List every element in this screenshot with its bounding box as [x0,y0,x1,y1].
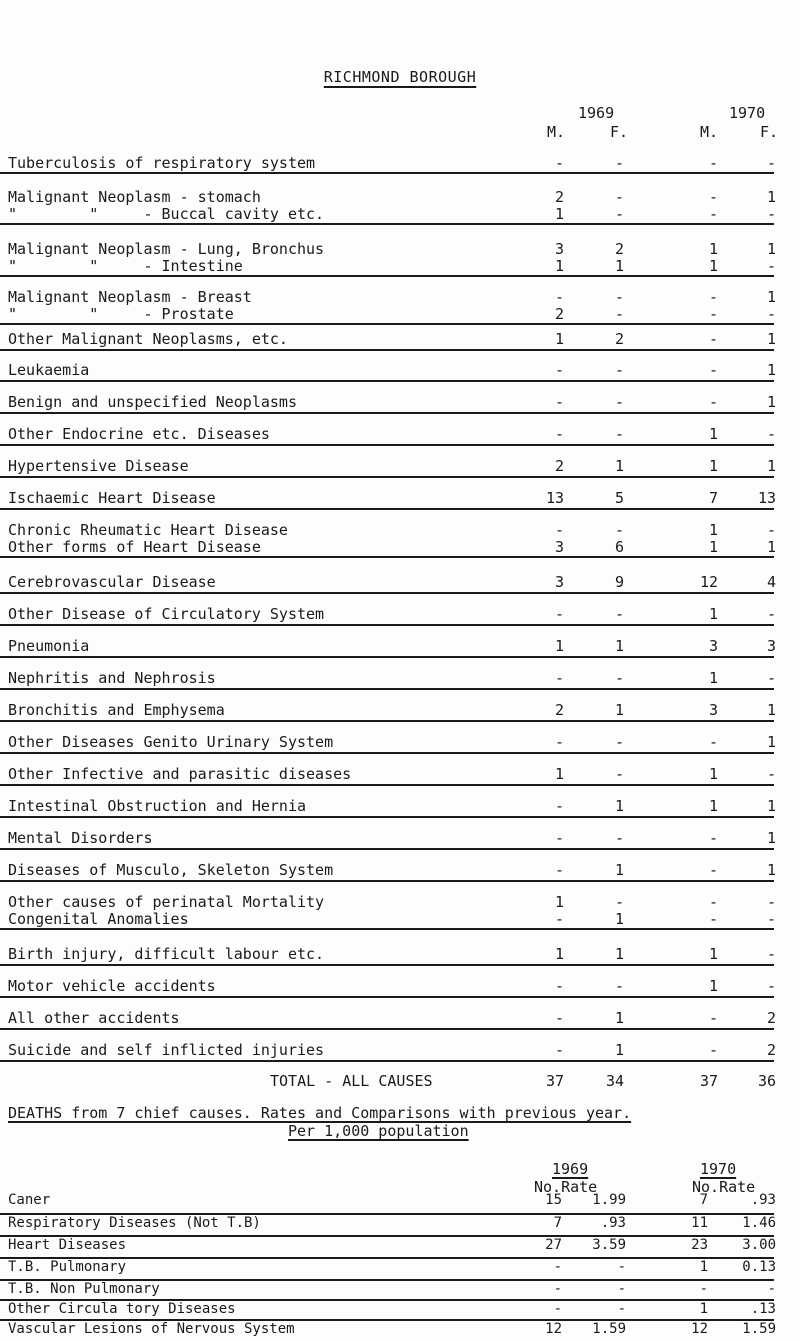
count-cell: - [554,288,564,306]
count-cell: 1 [614,1009,624,1027]
cause-label: Congenital Anomalies [8,910,189,928]
cause-label: Other Endocrine etc. Diseases [8,425,270,443]
count-cell: - [766,977,776,995]
sex-header-m-1969: M. [547,123,566,141]
cause-label: Pneumonia [8,637,90,655]
year-header-1969: 1969 [578,104,615,122]
rate-cell: 1.59 [592,1321,626,1337]
count-cell: - [766,154,776,172]
count-cell: - [554,797,564,815]
row-divider [0,996,774,998]
rate-cell: 15 [545,1192,562,1208]
count-cell: - [708,393,718,411]
count-cell: - [708,305,718,323]
cause-label: Hypertensive Disease [8,457,189,475]
rate-cell: 7 [553,1215,562,1231]
cause-label: Malignant Neoplasm - stomach [8,188,261,206]
count-cell: 1 [554,945,564,963]
count-cell: 1 [614,257,624,275]
count-cell: - [554,861,564,879]
row-divider [0,1279,774,1281]
cause-label: Cerebrovascular Disease [8,573,216,591]
count-cell: - [614,288,624,306]
count-cell: 1 [554,637,564,655]
count-cell: 1 [554,765,564,783]
count-cell: - [554,733,564,751]
table-row [0,910,800,930]
count-cell: - [554,393,564,411]
count-cell: - [554,1041,564,1059]
cause-label: Motor vehicle accidents [8,977,216,995]
rate-label: Vascular Lesions of Nervous System [8,1321,295,1337]
col-header-no-rate-1969: No.Rate [534,1178,598,1196]
count-cell: 2 [614,330,624,348]
count-cell: 1 [708,605,718,623]
count-cell: 1 [766,330,776,348]
count-cell: - [708,288,718,306]
year-header-1970: 1970 [729,104,766,122]
count-cell: - [614,305,624,323]
count-cell: - [766,945,776,963]
count-cell: - [766,765,776,783]
year-header-1970-rates: 1970 [700,1160,737,1178]
count-cell: 1 [708,257,718,275]
count-cell: 7 [708,489,718,507]
count-cell: 1 [708,240,718,258]
cause-label: Ischaemic Heart Disease [8,489,216,507]
row-divider [0,1213,774,1215]
table-row [0,205,800,225]
cause-label: Chronic Rheumatic Heart Disease [8,521,288,539]
count-cell: - [708,361,718,379]
cause-label: Other forms of Heart Disease [8,538,261,556]
table-row [0,733,800,753]
count-cell: 3 [708,637,718,655]
count-cell: - [766,521,776,539]
row-divider [0,1299,774,1301]
table-row [0,489,800,509]
rate-cell: 3.00 [742,1237,776,1253]
table-row [0,669,800,689]
count-cell: 1 [708,669,718,687]
rate-cell: - [699,1281,708,1297]
table-row [0,393,800,413]
row-divider [0,444,774,446]
count-cell: 3 [554,240,564,258]
count-cell: 1 [554,205,564,223]
rate-row [0,1215,800,1235]
count-cell: 1 [766,288,776,306]
count-cell: 2 [766,1009,776,1027]
rate-cell: 1.99 [592,1192,626,1208]
count-cell: - [708,1041,718,1059]
count-cell: - [614,393,624,411]
count-cell: - [708,910,718,928]
row-divider [0,816,774,818]
rate-row [0,1281,800,1301]
cause-label: " " - Buccal cavity etc. [8,205,325,223]
rate-row [0,1301,800,1321]
cause-label: All other accidents [8,1009,180,1027]
cause-label: Birth injury, difficult labour etc. [8,945,325,963]
rate-cell: - [553,1301,562,1317]
sex-header-m-1970: M. [700,123,719,141]
cause-label: Other Infective and parasitic diseases [8,765,352,783]
count-cell: 1 [766,861,776,879]
year-header-1969-rates: 1969 [552,1160,589,1178]
count-cell: 3 [766,637,776,655]
count-cell: 1 [554,257,564,275]
table-row [0,797,800,817]
count-cell: 1 [766,701,776,719]
row-divider [0,223,774,225]
total-cell: 37 [545,1072,564,1090]
count-cell: - [766,910,776,928]
count-cell: 1 [614,457,624,475]
count-cell: - [766,205,776,223]
rate-cell: 23 [691,1237,708,1253]
count-cell: 2 [554,701,564,719]
count-cell: 4 [766,573,776,591]
count-cell: 2 [554,188,564,206]
count-cell: 1 [708,977,718,995]
row-divider [0,476,774,478]
page-title: RICHMOND BOROUGH [323,68,477,86]
total-cell: 34 [605,1072,624,1090]
sex-header-f-1970: F. [760,123,779,141]
sex-header-f-1969: F. [610,123,629,141]
count-cell: 12 [699,573,718,591]
count-cell: 1 [766,538,776,556]
cause-label: Bronchitis and Emphysema [8,701,225,719]
count-cell: - [708,330,718,348]
cause-label: Suicide and self inflicted injuries [8,1041,325,1059]
table-row [0,977,800,997]
table-row [0,701,800,721]
count-cell: 1 [766,393,776,411]
count-cell: 3 [554,538,564,556]
row-divider [0,508,774,510]
count-cell: - [614,605,624,623]
rate-cell: 12 [545,1321,562,1337]
table-row [0,945,800,965]
count-cell: - [554,361,564,379]
rate-cell: - [767,1281,776,1297]
cause-label: " " - Intestine [8,257,243,275]
count-cell: 5 [614,489,624,507]
count-cell: 1 [766,733,776,751]
count-cell: 2 [554,457,564,475]
count-cell: - [766,257,776,275]
rate-label: T.B. Non Pulmonary [8,1281,160,1297]
col-header-no-rate-1970: No.Rate [692,1178,756,1196]
count-cell: 1 [708,765,718,783]
table-row [0,425,800,445]
count-cell: - [614,977,624,995]
count-cell: - [614,893,624,911]
count-cell: - [614,669,624,687]
count-cell: - [554,977,564,995]
table-row [0,1041,800,1061]
table-row [0,637,800,657]
table-row [0,330,800,350]
cause-label: Intestinal Obstruction and Hernia [8,797,307,815]
count-cell: - [766,605,776,623]
count-cell: 1 [708,945,718,963]
count-cell: - [614,154,624,172]
row-divider [0,1257,774,1259]
section-subheading: Per 1,000 population [288,1122,469,1140]
rate-row [0,1192,800,1212]
cause-label: Leukaemia [8,361,90,379]
rate-cell: 0.13 [742,1259,776,1275]
count-cell: - [554,829,564,847]
section-heading: DEATHS from 7 chief causes. Rates and Comparisons with previous year. [8,1104,632,1122]
count-cell: - [708,188,718,206]
cause-label: Other Diseases Genito Urinary System [8,733,334,751]
count-cell: 1 [766,457,776,475]
table-row [0,361,800,381]
count-cell: 1 [614,797,624,815]
count-cell: - [614,829,624,847]
cause-label: Diseases of Musculo, Skeleton System [8,861,334,879]
count-cell: - [708,1009,718,1027]
table-row [0,257,800,277]
rate-cell: - [617,1301,626,1317]
row-divider [0,1028,774,1030]
rate-cell: 1.59 [742,1321,776,1337]
table-row [0,457,800,477]
count-cell: 1 [766,188,776,206]
rate-cell: 27 [545,1237,562,1253]
count-cell: 2 [766,1041,776,1059]
row-divider [0,380,774,382]
count-cell: 1 [708,425,718,443]
count-cell: 1 [614,701,624,719]
count-cell: 13 [545,489,564,507]
count-cell: - [766,425,776,443]
count-cell: - [708,861,718,879]
count-cell: - [554,521,564,539]
table-row [0,305,800,325]
row-divider [0,964,774,966]
table-row [0,538,800,558]
table-row [0,605,800,625]
count-cell: - [766,893,776,911]
count-cell: - [708,733,718,751]
count-cell: - [766,305,776,323]
row-divider [0,624,774,626]
count-cell: - [554,669,564,687]
row-divider [0,592,774,594]
count-cell: 1 [614,861,624,879]
rate-label: Other Circula tory Diseases [8,1301,236,1317]
rate-label: Heart Diseases [8,1237,127,1253]
count-cell: 6 [614,538,624,556]
cause-label: Tuberculosis of respiratory system [8,154,316,172]
row-divider [0,656,774,658]
count-cell: - [614,765,624,783]
row-divider [0,349,774,351]
count-cell: 2 [614,240,624,258]
count-cell: - [614,188,624,206]
total-cell: 37 [699,1072,718,1090]
row-divider [0,688,774,690]
cause-label: Malignant Neoplasm - Breast [8,288,252,306]
row-divider [0,880,774,882]
rate-row [0,1259,800,1279]
row-divider [0,928,774,930]
total-label: TOTAL - ALL CAUSES [270,1072,433,1090]
row-divider [0,848,774,850]
count-cell: - [614,361,624,379]
row-divider [0,1319,774,1321]
rate-cell: - [617,1281,626,1297]
count-cell: - [708,893,718,911]
count-cell: 1 [708,457,718,475]
rate-cell: 12 [691,1321,708,1337]
count-cell: - [554,425,564,443]
count-cell: 3 [554,573,564,591]
count-cell: - [554,154,564,172]
table-row [0,154,800,174]
table-row [0,829,800,849]
row-divider [0,720,774,722]
rate-cell: - [553,1259,562,1275]
rate-cell: - [553,1281,562,1297]
row-divider [0,784,774,786]
count-cell: - [614,733,624,751]
rate-cell: - [617,1259,626,1275]
rate-cell: 7 [699,1192,708,1208]
count-cell: - [554,1009,564,1027]
count-cell: - [766,669,776,687]
row-divider [0,752,774,754]
row-divider [0,1235,774,1237]
rate-label: Caner [8,1192,51,1208]
row-divider [0,275,774,277]
rate-cell: .13 [750,1301,776,1317]
count-cell: 1 [614,945,624,963]
count-cell: 1 [708,797,718,815]
total-cell: 36 [757,1072,776,1090]
count-cell: 13 [757,489,776,507]
count-cell: 1 [614,1041,624,1059]
total-row [0,1072,800,1092]
rate-cell: 1.46 [742,1215,776,1231]
table-row [0,765,800,785]
rate-row [0,1237,800,1257]
row-divider [0,323,774,325]
rate-cell: .93 [600,1215,626,1231]
count-cell: - [614,205,624,223]
rate-cell: 3.59 [592,1237,626,1253]
rate-cell: 1 [699,1259,708,1275]
cause-label: Malignant Neoplasm - Lung, Bronchus [8,240,325,258]
count-cell: 1 [554,893,564,911]
cause-label: Benign and unspecified Neoplasms [8,393,297,411]
count-cell: 2 [554,305,564,323]
count-cell: - [554,605,564,623]
rate-label: T.B. Pulmonary [8,1259,127,1275]
row-divider [0,556,774,558]
count-cell: 1 [614,637,624,655]
row-divider [0,172,774,174]
count-cell: - [708,205,718,223]
cause-label: " " - Prostate [8,305,234,323]
rate-label: Respiratory Diseases (Not T.B) [8,1215,261,1231]
count-cell: 1 [614,910,624,928]
count-cell: 1 [766,361,776,379]
count-cell: 1 [708,538,718,556]
count-cell: - [614,521,624,539]
count-cell: 1 [766,797,776,815]
cause-label: Other Disease of Circulatory System [8,605,325,623]
count-cell: 1 [766,829,776,847]
count-cell: 1 [708,521,718,539]
cause-label: Nephritis and Nephrosis [8,669,216,687]
count-cell: 3 [708,701,718,719]
cause-label: Other Malignant Neoplasms, etc. [8,330,288,348]
count-cell: - [708,829,718,847]
count-cell: 9 [614,573,624,591]
count-cell: - [708,154,718,172]
table-row [0,573,800,593]
table-row [0,861,800,881]
cause-label: Mental Disorders [8,829,153,847]
count-cell: - [614,425,624,443]
rate-cell: 1 [699,1301,708,1317]
count-cell: - [554,910,564,928]
rate-cell: 11 [691,1215,708,1231]
rate-cell: .93 [750,1192,776,1208]
cause-label: Other causes of perinatal Mortality [8,893,325,911]
table-row [0,1009,800,1029]
row-divider [0,412,774,414]
row-divider [0,1060,774,1062]
count-cell: 1 [554,330,564,348]
count-cell: 1 [766,240,776,258]
rate-row [0,1321,800,1341]
